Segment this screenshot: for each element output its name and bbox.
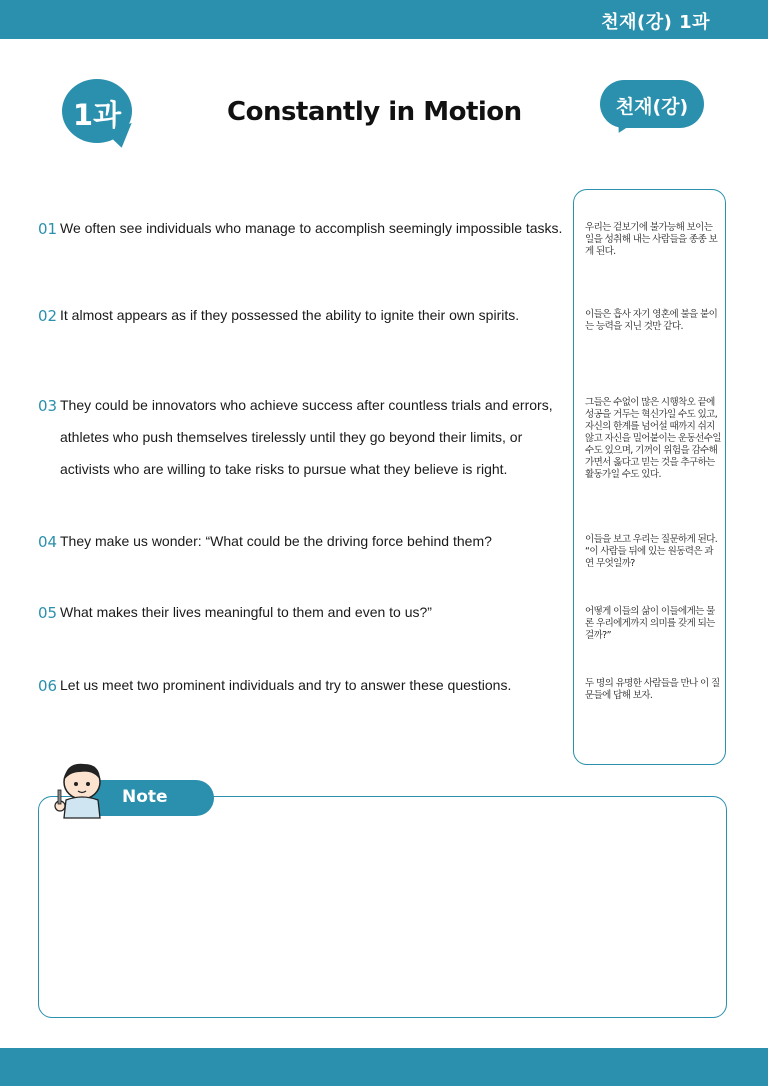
sentence-text: activists who are willing to take risks to pursue what they believe is right. (60, 461, 508, 477)
page-title: Constantly in Motion (227, 97, 522, 127)
note-label: Note (122, 787, 168, 807)
sentence-number: 04 (38, 533, 58, 551)
sentence-number: 02 (38, 307, 58, 325)
sentence-number: 03 (38, 397, 58, 415)
sentence-text: They could be innovators who achieve success after countless trials and errors, (60, 397, 553, 413)
sentence-text: athletes who push themselves tirelessly until they go beyond their limits, or (60, 429, 523, 445)
bottom-bar (0, 1048, 768, 1086)
translation-02: 이들은 흡사 자기 영혼에 불을 붙이는 능력을 지닌 것만 같다. (585, 309, 718, 332)
translation-01: 우리는 겉보기에 불가능해 보이는 일을 성취해 내는 사람들을 종종 보게 된다. (585, 222, 718, 257)
translation-04: 이들을 보고 우리는 질문하게 된다. “이 사람들 뒤에 있는 원동력은 과연 무엇일까? (585, 534, 718, 569)
header-brand: 천재(강) 1과 (601, 12, 710, 33)
student-mascot-icon (50, 760, 110, 820)
top-bar (0, 0, 768, 39)
publisher-label: 천재(강) (615, 96, 689, 118)
sentence-text: Let us meet two prominent individuals and try to answer these questions. (60, 677, 512, 693)
sentence-text: We often see individuals who manage to accomplish seemingly impossible tasks. (60, 220, 563, 236)
lesson-badge (62, 79, 134, 145)
translation-03: 그들은 수없이 많은 시행착오 끝에 성공을 거두는 혁신가일 수도 있고, 자신의 한계를 넘어설 때까지 쉬지 않고 자신을 밀어붙이는 운동선수일 수도 있으며, 기꺼이 위험을 감수해 가면서 옳다고 믿는 것을 추구하는 활동가일 수도 있다. (585, 397, 721, 480)
translation-06: 두 명의 유명한 사람들을 만나 이 질문들에 답해 보자. (585, 678, 720, 701)
note-area[interactable] (38, 796, 727, 1018)
sentence-text: It almost appears as if they possessed the ability to ignite their own spirits. (60, 307, 520, 323)
sentence-text: They make us wonder: “What could be the driving force behind them? (60, 533, 492, 549)
translation-05: 어떻게 이들의 삶이 이들에게는 물론 우리에게까지 의미를 갖게 되는 걸까?” (585, 606, 715, 641)
publisher-badge (600, 80, 706, 134)
sentence-number: 01 (38, 220, 58, 238)
lesson-number: 1과 (72, 98, 122, 132)
sentence-number: 06 (38, 677, 58, 695)
sentence-number: 05 (38, 604, 58, 622)
sentence-text: What makes their lives meaningful to them and even to us?” (60, 604, 432, 620)
